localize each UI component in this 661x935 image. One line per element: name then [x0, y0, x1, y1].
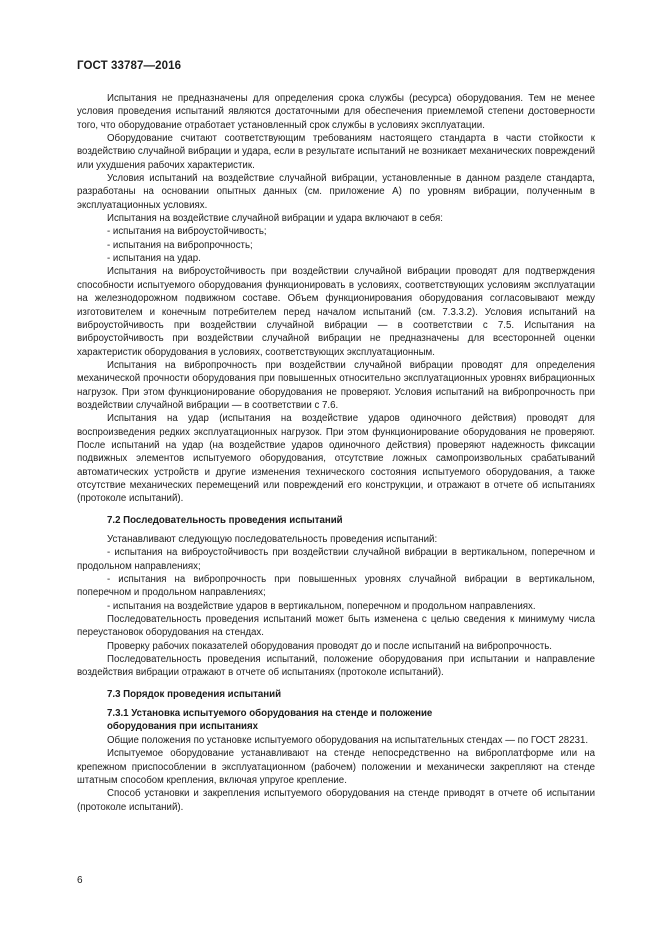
paragraph: Испытания на виброустойчивость при воздействии случайной вибрации проводят для подтверждения способности испытуемого оборудования функционировать в условиях, соответствующих условиям эксплуатации на железнодорожном подвижном составе. Объем функционирования оборудования согласовывают между изготовителем и конечным потребителем перед началом испытаний (см. 7.3.3.2). Условия испытаний на виброустойчивость при воздействии случайной вибрации — в соответствии с 7.5. Испытания на виброустойчивость при воздействии случайной вибрации не предназначены для всесторонней оценки характеристик оборудования в условиях, соответствующих эксплуатационным.: [77, 266, 595, 358]
list-item: - испытания на воздействие ударов в вертикальном, поперечном и продольном направлениях.: [107, 600, 536, 612]
list-item: - испытания на виброустойчивость;: [107, 226, 267, 238]
document-header: ГОСТ 33787—2016: [77, 60, 182, 72]
paragraph: Последовательность проведения испытаний может быть изменена с целью сведения к минимуму числа переустановок оборудования на стендах.: [77, 614, 595, 639]
subsection-heading-7-3-1-cont: оборудования при испытаниях: [107, 721, 259, 733]
paragraph: Испытания на удар (испытания на воздействие ударов одиночного действия) проводят для воспроизведения редких эксплуатационных нагрузок. При этом функционирование оборудования не проверяют. После испытаний на удар (на воздействие ударов одиночного действия) проверяют надежность фиксации подвижных элементов испытуемого оборудования, отсутствие ложных самопроизвольных срабатываний автоматических устройств и другие изменения технического состояния испытуемого оборудования, а также отсутствие механических перемещений или повреждений его конструкции, и отражают в отчете об испытаниях (протоколе испытаний).: [77, 413, 595, 505]
paragraph: Испытания на воздействие случайной вибрации и удара включают в себя:: [107, 213, 443, 225]
section-heading-7-3: 7.3 Порядок проведения испытаний: [107, 688, 282, 700]
document-body: [77, 92, 595, 814]
paragraph: Испытуемое оборудование устанавливают на стенде непосредственно на виброплатформе или на крепежном приспособлении в эксплуатационном (рабочем) положении и механически закрепляют на стенде штатным способом крепления, включая упругое крепление.: [77, 748, 595, 786]
paragraph: Проверку рабочих показателей оборудования проводят до и после испытаний на вибропрочность.: [107, 640, 553, 652]
paragraph: Общие положения по установке испытуемого оборудования на испытательных стендах — по ГОСТ 28231.: [107, 734, 589, 746]
paragraph: Способ установки и закрепления испытуемого оборудования на стенде приводят в отчете об испытании (протоколе испытаний).: [77, 788, 595, 813]
paragraph: Условия испытаний на воздействие случайной вибрации, установленные в данном разделе стандарта, разработаны на основании опытных данных (см. приложение А) по уровням вибрации, полученным в эксплуатационных условиях.: [77, 173, 595, 211]
section-heading-7-2: 7.2 Последовательность проведения испытаний: [107, 514, 343, 526]
paragraph: Оборудование считают соответствующим требованиям настоящего стандарта в части стойкости к воздействию случайной вибрации и удара, если в результате испытаний не возникает механических повреждений или ухудшения рабочих характеристик.: [77, 133, 595, 171]
list-item: - испытания на вибропрочность;: [107, 239, 253, 251]
subsection-heading-7-3-1: 7.3.1 Установка испытуемого оборудования на стенде и положение: [107, 708, 433, 720]
list-item: - испытания на виброустойчивость при воздействии случайной вибрации в вертикальном, поперечном и продольном направлениях;: [77, 547, 595, 572]
list-item: - испытания на удар.: [107, 253, 201, 265]
paragraph: Испытания не предназначены для определения срока службы (ресурса) оборудования. Тем не менее условия проведения испытаний являются достаточными для обеспечения приемлемой степени достоверности того, что оборудование отработает установленный срок службы в условиях эксплуатации.: [77, 93, 595, 131]
paragraph: Устанавливают следующую последовательность проведения испытаний:: [107, 534, 438, 545]
page-number: 6: [77, 875, 83, 886]
list-item: - испытания на вибропрочность при повышенных уровнях случайной вибрации в вертикальном, поперечном и продольном направлениях;: [77, 574, 595, 599]
paragraph: Испытания на вибропрочность при воздействии случайной вибрации проводят для определения механической прочности оборудования при повышенных относительно эксплуатационных уровнях вибрационных нагрузок. При этом функционирование оборудования не проверяют. Условия испытаний на вибропрочность при воздействии случайной вибрации — в соответствии с 7.6.: [77, 359, 595, 411]
paragraph: Последовательность проведения испытаний, положение оборудования при испытании и направление воздействия вибрации отражают в отчете об испытаниях (протоколе испытаний).: [77, 654, 595, 679]
